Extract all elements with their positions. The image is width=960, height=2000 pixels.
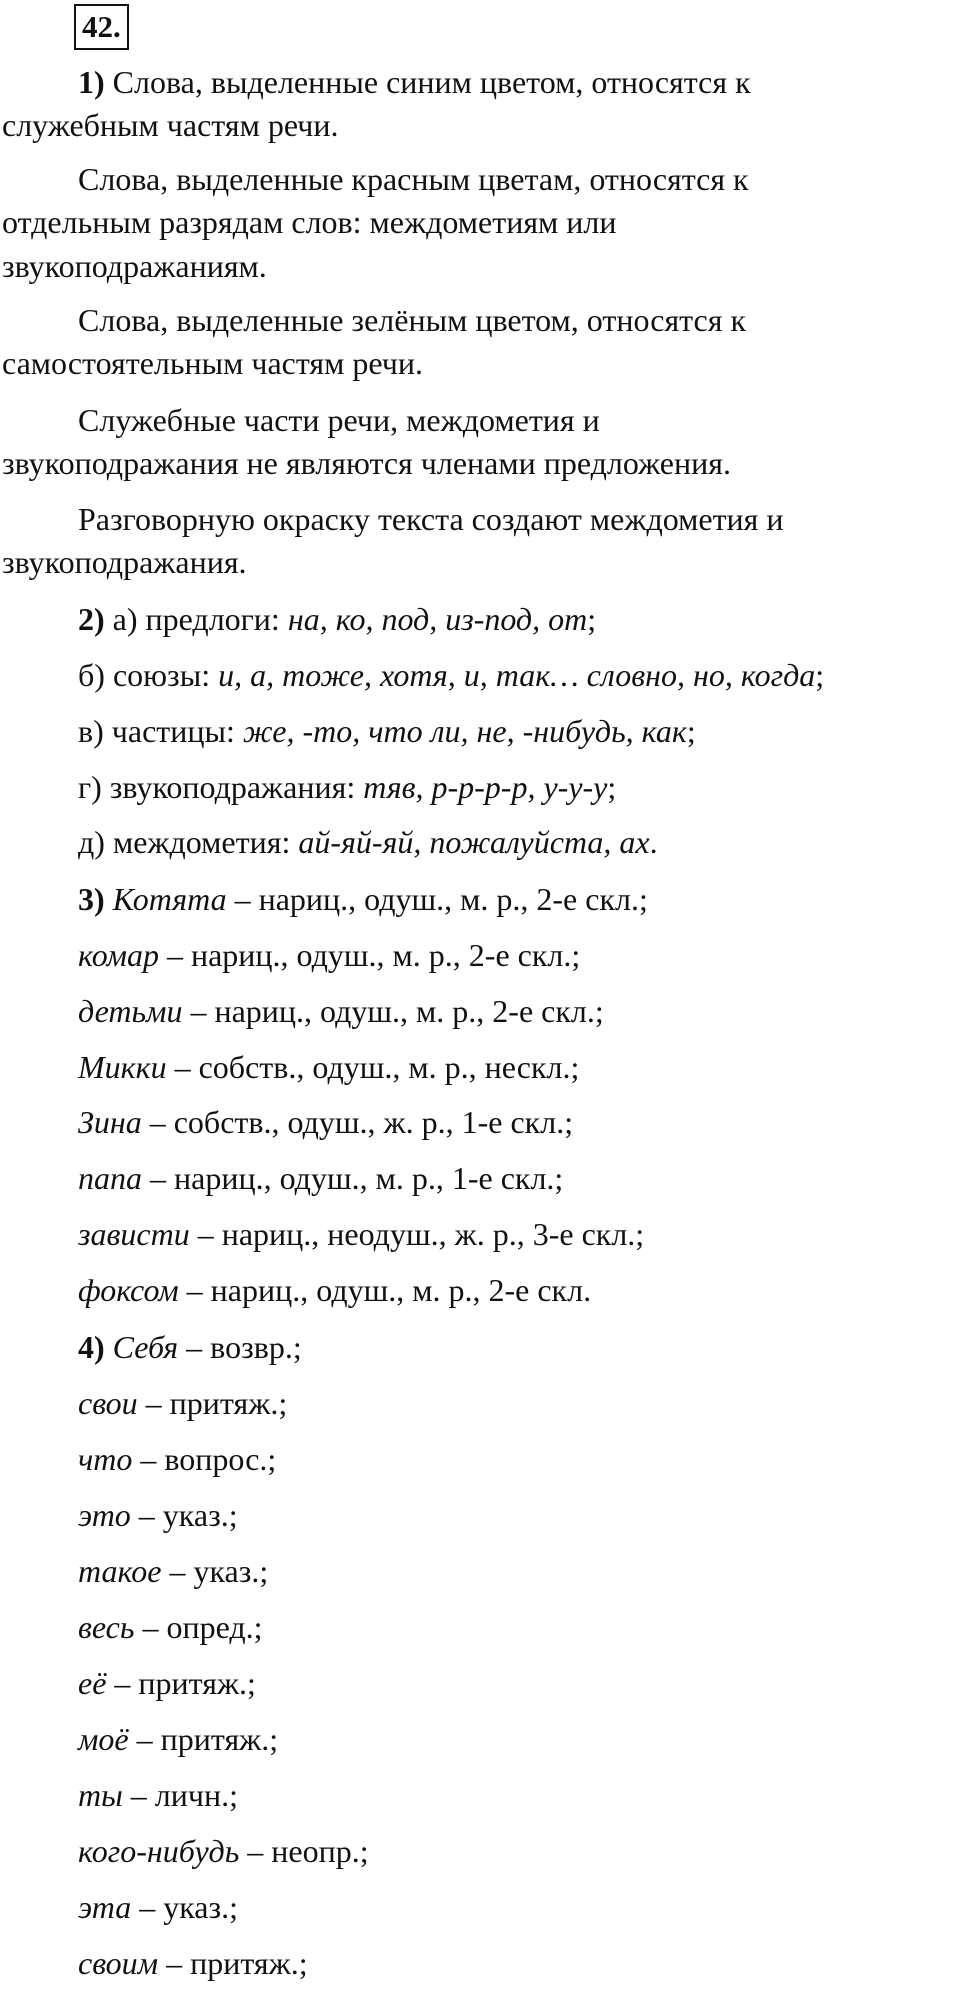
s1-num: 1) bbox=[78, 64, 105, 100]
s4-item-7: её – притяж.; bbox=[78, 1665, 256, 1701]
s4-item-5: такое – указ.; bbox=[78, 1553, 269, 1589]
s4-item-11: эта – указ.; bbox=[78, 1889, 238, 1925]
s4-item-10: кого-нибудь – неопр.; bbox=[78, 1833, 369, 1869]
s1-p5-line-2: звукоподражания. bbox=[2, 544, 247, 580]
s2-item-a: 2) а) предлоги: на, ко, под, из-под, от; bbox=[78, 601, 597, 637]
s1-p2-line-3: звукоподражаниям. bbox=[2, 248, 267, 284]
s4-item-6: весь – опред.; bbox=[78, 1609, 263, 1645]
s3-item-6: папа – нариц., одуш., м. р., 1-е скл.; bbox=[78, 1160, 564, 1196]
s4-item-4: это – указ.; bbox=[78, 1497, 238, 1533]
s1-p3-line-2: самостоятельным частям речи. bbox=[2, 345, 423, 381]
s2-item-b: б) союзы: и, а, тоже, хотя, и, так… словно, но, когда; bbox=[78, 657, 825, 693]
s2-item-d: г) звукоподражания: тяв, р-р-р-р, у-у-у; bbox=[78, 769, 617, 805]
s2-num: 2) bbox=[78, 601, 105, 637]
s4-num: 4) bbox=[78, 1329, 105, 1365]
s2-item-e: д) междометия: ай-яй-яй, пожалуйста, ах. bbox=[78, 824, 658, 860]
s1-line-1 bbox=[0, 60, 960, 104]
s3-item-5: Зина – собств., одуш., ж. р., 1-е скл.; bbox=[78, 1104, 574, 1140]
s2-item-c: в) частицы: же, -то, что ли, не, -нибудь, как; bbox=[78, 713, 696, 749]
s1-p4-line-1: Служебные части речи, междометия и bbox=[78, 402, 600, 438]
s4-item-9: ты – личн.; bbox=[78, 1777, 238, 1813]
s4-item-2: свои – притяж.; bbox=[78, 1385, 288, 1421]
s1-p4-line-2: звукоподражания не являются членами предложения. bbox=[2, 445, 731, 481]
s1-text: Слова, выделенные синим цветом, относятся к bbox=[112, 64, 751, 100]
s3-item-8: фоксом – нариц., одуш., м. р., 2-е скл. bbox=[78, 1272, 592, 1308]
s1-p2-line-1: Слова, выделенные красным цветам, относятся к bbox=[78, 161, 749, 197]
s3-item-4: Микки – собств., одуш., м. р., нескл.; bbox=[78, 1049, 580, 1085]
s1-p5-line-1: Разговорную окраску текста создают междометия и bbox=[78, 501, 784, 537]
s4-item-12: своим – притяж.; bbox=[78, 1945, 308, 1981]
s4-item-8: моё – притяж.; bbox=[78, 1721, 279, 1757]
s3-item-2: комар – нариц., одуш., м. р., 2-е скл.; bbox=[78, 937, 581, 973]
s1-p3-line-1: Слова, выделенные зелёным цветом, относятся к bbox=[78, 302, 747, 338]
s3-item-1: 3) Котята – нариц., одуш., м. р., 2-е скл.; bbox=[78, 881, 648, 917]
s4-item-1: 4) Себя – возвр.; bbox=[78, 1329, 302, 1365]
exercise-number: 42. bbox=[74, 4, 129, 50]
s3-num: 3) bbox=[78, 881, 105, 917]
s3-item-7: зависти – нариц., неодуш., ж. р., 3-е скл.; bbox=[78, 1216, 645, 1252]
s3-item-3: детьми – нариц., одуш., м. р., 2-е скл.; bbox=[78, 993, 604, 1029]
s1-line-2: служебным частям речи. bbox=[2, 107, 339, 143]
s1-p2-line-2: отдельным разрядам слов: междометиям или bbox=[2, 204, 617, 240]
s4-item-3: что – вопрос.; bbox=[78, 1441, 277, 1477]
